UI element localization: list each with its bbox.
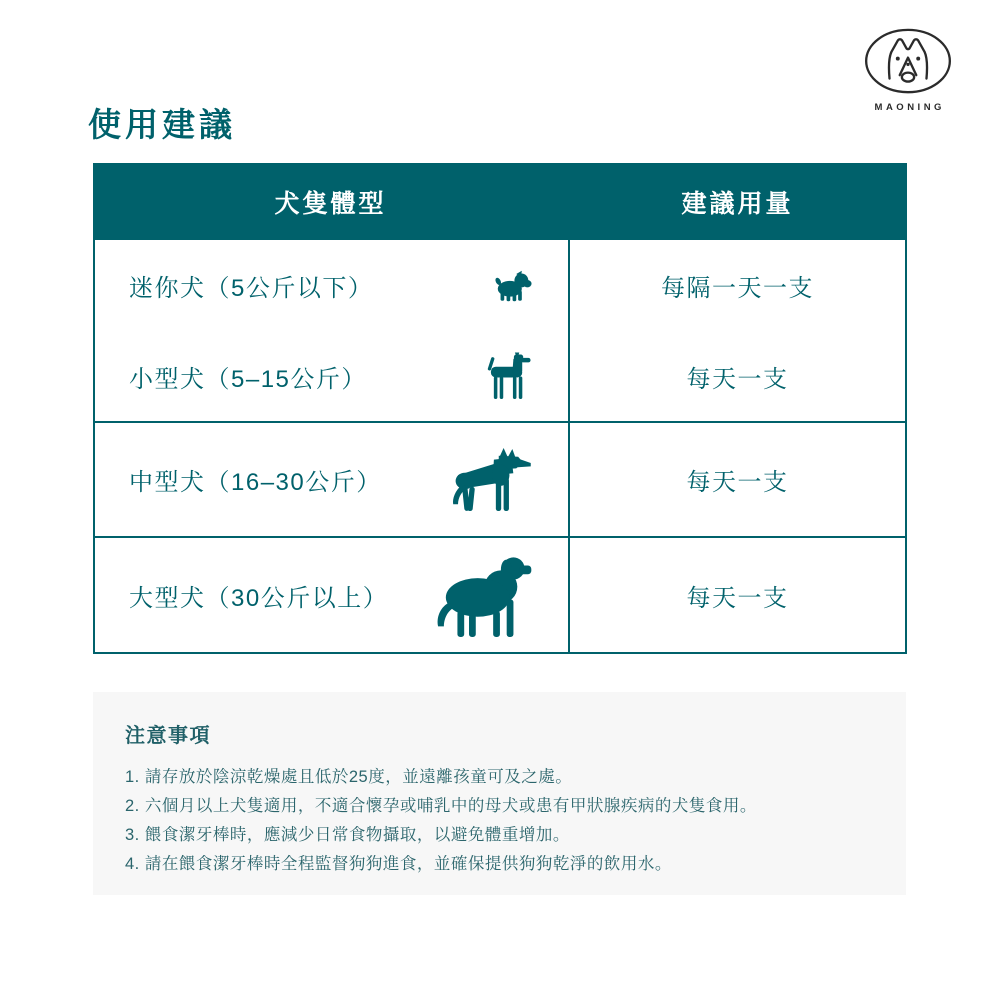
small-dog-icon <box>487 352 532 401</box>
dog-size-label: 大型犬（30公斤以上） <box>129 584 389 612</box>
usage-table <box>93 163 907 654</box>
note-item: 4. 請在餵食潔牙棒時全程監督狗狗進食，並確保提供狗狗乾淨的飲用水。 <box>125 855 672 873</box>
table-row <box>95 423 905 538</box>
dosage-cell: 每天一支 <box>686 469 789 496</box>
dog-size-cell <box>95 538 570 652</box>
notes-heading: 注意事項 <box>125 725 211 747</box>
note-item: 3. 餵食潔牙棒時，應減少日常食物攝取，以避免體重增加。 <box>125 826 570 844</box>
dog-size-label: 迷你犬（5公斤以下） <box>129 275 374 302</box>
notes-list <box>125 763 878 879</box>
mini-dog-icon <box>495 270 532 302</box>
dog-size-cell <box>95 240 570 331</box>
column-header-dog-size: 犬隻體型 <box>274 189 387 218</box>
dog-size-cell <box>95 331 570 421</box>
large-dog-icon <box>435 553 532 638</box>
dog-face-logo-icon <box>858 26 958 98</box>
dog-size-label: 小型犬（5–15公斤） <box>129 365 367 393</box>
dog-size-cell <box>95 423 570 536</box>
table-row <box>95 538 905 652</box>
dosage-cell: 每隔一天一支 <box>661 275 814 302</box>
brand-name: MAONING <box>874 102 945 113</box>
notes-panel <box>93 692 906 895</box>
brand-logo <box>856 26 960 113</box>
table-header-row <box>93 163 907 240</box>
table-body <box>93 240 907 654</box>
note-item: 1. 請存放於陰涼乾燥處且低於25度，並遠離孩童可及之處。 <box>125 768 573 786</box>
dosage-cell: 每天一支 <box>686 584 789 612</box>
table-row <box>95 331 905 423</box>
dosage-cell: 每天一支 <box>686 365 789 393</box>
medium-dog-icon <box>450 448 532 512</box>
note-item: 2. 六個月以上犬隻適用，不適合懷孕或哺乳中的母犬或患有甲狀腺疾病的犬隻食用。 <box>125 797 757 815</box>
page-title: 使用建議 <box>88 106 236 143</box>
table-row <box>95 240 905 331</box>
dog-size-label: 中型犬（16–30公斤） <box>129 469 382 496</box>
column-header-dosage: 建議用量 <box>681 189 794 218</box>
